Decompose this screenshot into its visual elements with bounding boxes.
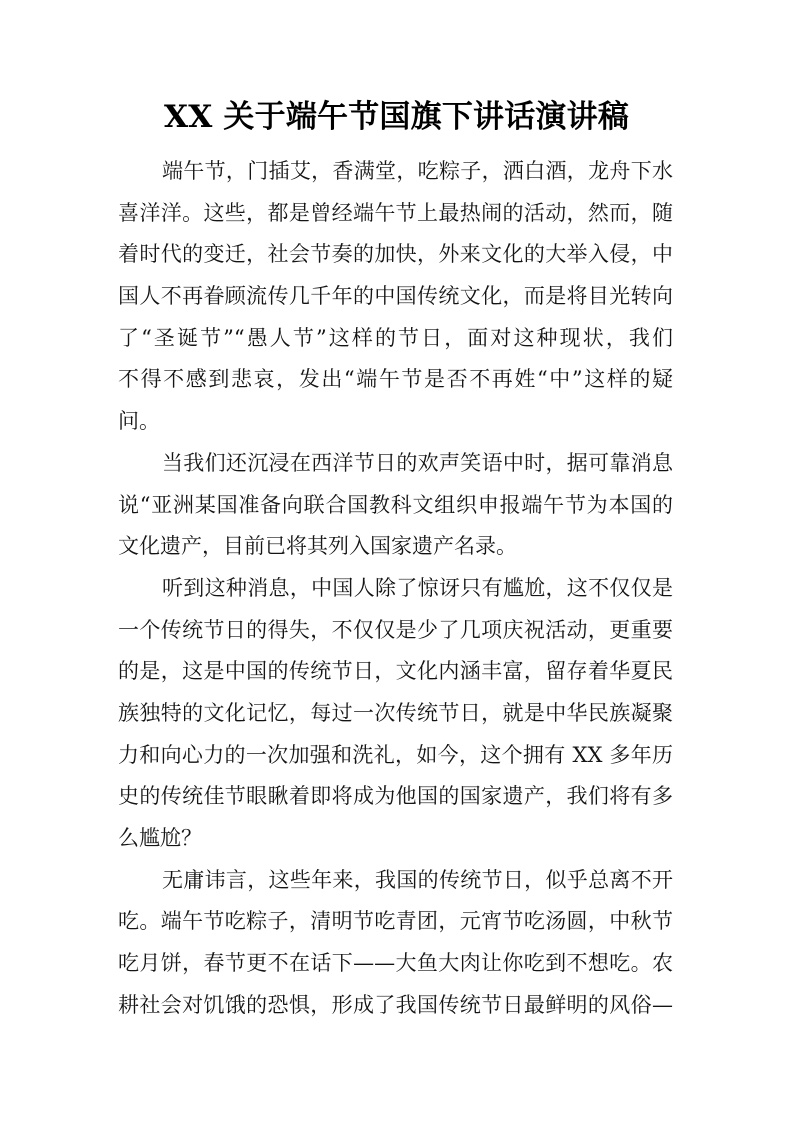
text-line: 听到这种消息，中国人除了惊讶只有尴尬，这不仅仅是 [162,575,673,600]
text-line: 无庸讳言，这些年来，我国的传统节日，似乎总离不开 [162,867,673,892]
paragraph-3 [118,568,673,860]
text-line: 族独特的文化记忆，每过一次传统节日，就是中华民族凝聚 [118,700,673,725]
document-body [118,151,673,1026]
text-line: 吃。端午节吃粽子，清明节吃青团，元宵节吃汤圆，中秋节 [118,909,673,934]
paragraph-2 [118,443,673,568]
text-line: 问。 [118,409,160,434]
text-line: 么尴尬？ [118,826,202,850]
text-line: 不得不感到悲哀，发出“端午节是否不再姓“中”这样的疑 [118,367,673,392]
text-line: 端午节，门插艾，香满堂，吃粽子，洒白酒，龙舟下水 [162,159,673,183]
paragraph-4 [118,860,673,1027]
paragraph-1 [118,151,673,443]
text-line: 吃月饼，春节更不在话下——大鱼大肉让你吃到不想吃。农 [118,951,673,976]
text-line: 力和向心力的一次加强和洗礼，如今，这个拥有 XX 多年历 [118,742,673,767]
text-line: 的是，这是中国的传统节日，文化内涵丰富，留存着华夏民 [118,659,673,684]
text-line: 耕社会对饥饿的恐惧，形成了我国传统节日最鲜明的风俗— [118,992,673,1017]
text-line: 文化遗产，目前已将其列入国家遗产名录。 [118,534,517,559]
text-line: 着时代的变迁，社会节奏的加快，外来文化的大举入侵，中 [118,242,673,267]
document-title: XX 关于端午节国旗下讲话演讲稿 [163,99,630,135]
text-line: 史的传统佳节眼瞅着即将成为他国的国家遗产，我们将有多 [118,784,673,809]
text-line: 一个传统节日的得失，不仅仅是少了几项庆祝活动，更重要 [118,617,673,642]
text-line: 当我们还沉浸在西洋节日的欢声笑语中时，据可靠消息 [162,450,673,475]
text-line: 说“亚洲某国准备向联合国教科文组织申报端午节为本国的 [118,492,673,517]
text-line: 喜洋洋。这些，都是曾经端午节上最热闹的活动，然而，随 [118,200,673,225]
text-line: 国人不再眷顾流传几千年的中国传统文化，而是将目光转向 [118,284,673,309]
text-line: 了“圣诞节”“愚人节”这样的节日，面对这种现状，我们 [118,325,673,350]
